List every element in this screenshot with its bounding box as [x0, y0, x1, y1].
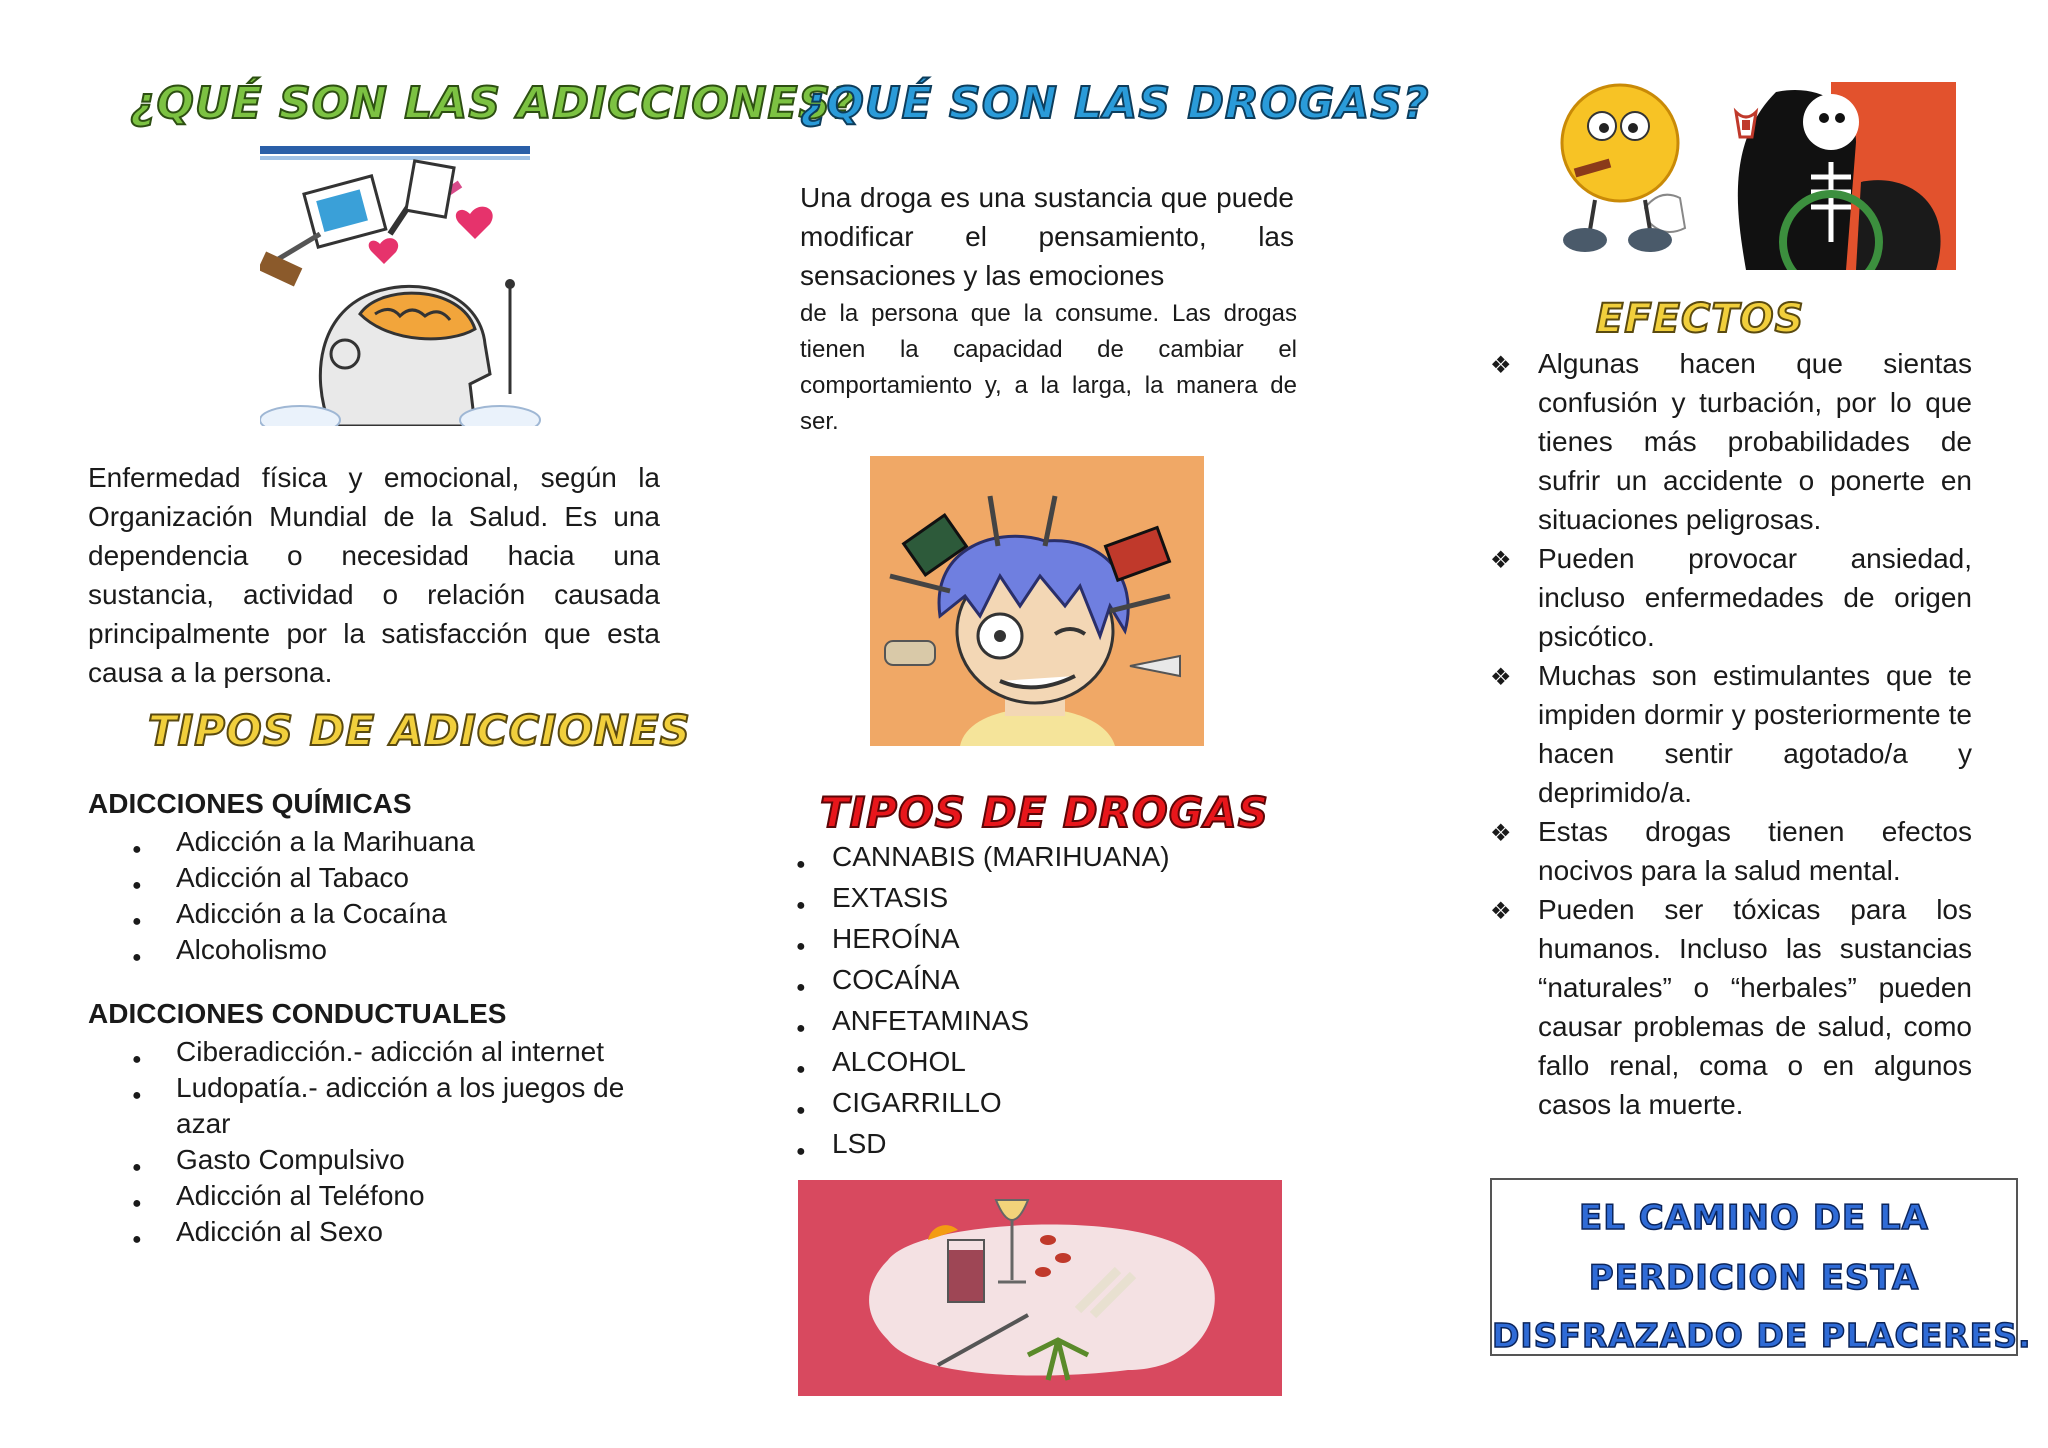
list-item: ● EXTASIS	[752, 877, 1252, 918]
chemical-addictions-list	[88, 824, 660, 968]
behavioral-addictions-list	[88, 1034, 668, 1250]
dizzy-character-illustration	[870, 456, 1204, 746]
list-item: ● Adicción a la Marihuana	[88, 824, 660, 860]
list-item: ● Alcoholismo	[88, 932, 660, 968]
list-item: ❖ Pueden provocar ansiedad, incluso enfermedades de origen psicótico.	[1490, 539, 1972, 656]
motto-line-3: DISFRAZADO DE PLACERES.	[1492, 1316, 2032, 1355]
list-item: ● Gasto Compulsivo	[88, 1142, 668, 1178]
list-item: ● HEROÍNA	[752, 918, 1252, 959]
list-item: ● Ciberadicción.- adicción al internet	[88, 1034, 668, 1070]
list-item: ● Ludopatía.- adicción a los juegos de azar	[88, 1070, 668, 1142]
drug-types-title: TIPOS DE DROGAS	[820, 788, 1269, 837]
effects-list	[1490, 344, 1972, 1124]
drug-types-list	[752, 836, 1252, 1164]
drugs-definition-part1: Una droga es una sustancia que puede modificar el pensamiento, las sensaciones y las emociones	[800, 182, 1294, 291]
list-item: ❖ Pueden ser tóxicas para los humanos. Incluso las sustancias “naturales” o “herbales” pueden causar problemas de salud, como fallo renal, coma o en algunos casos la muerte.	[1490, 890, 1972, 1124]
chemical-addictions-heading: ADICCIONES QUÍMICAS	[88, 788, 412, 819]
motto-line-2: PERDICION ESTA	[1588, 1258, 1920, 1298]
list-item: ● LSD	[752, 1123, 1252, 1164]
list-item: ❖ Muchas son estimulantes que te impiden dormir y posteriormente te hacen sentir agotado/a y deprimido/a.	[1490, 656, 1972, 812]
skeleton-driver-illustration	[1706, 82, 1956, 270]
smoking-emoji-icon	[1550, 78, 1700, 260]
addicted-head-illustration	[260, 144, 550, 426]
list-item: ● Adicción al Teléfono	[88, 1178, 668, 1214]
drugs-on-table-illustration	[798, 1180, 1282, 1396]
drugs-definition-part2: de la persona que la consume. Las drogas tienen la capacidad de cambiar el comportamiento y, a la larga, la manera de ser.	[800, 300, 1297, 435]
list-item: ● Adicción al Sexo	[88, 1214, 668, 1250]
motto-line-1: EL CAMINO DE LA	[1579, 1198, 1929, 1238]
addictions-title: ¿QUÉ SON LAS ADICCIONES?	[130, 78, 858, 129]
list-item: ● CANNABIS (MARIHUANA)	[752, 836, 1252, 877]
list-item: ❖ Algunas hacen que sientas confusión y turbación, por lo que tienes más probabilidades de sufrir un accidente o ponerte en situaciones peligrosas.	[1490, 344, 1972, 539]
effects-title: EFECTOS	[1596, 296, 1805, 342]
list-item: ❖ Estas drogas tienen efectos nocivos para la salud mental.	[1490, 812, 1972, 890]
motto-box	[1490, 1178, 2032, 1356]
list-item: ● COCAÍNA	[752, 959, 1252, 1000]
list-item: ● ANFETAMINAS	[752, 1000, 1252, 1041]
addictions-definition: Enfermedad física y emocional, según la Organización Mundial de la Salud. Es una dependencia o necesidad hacia una sustancia, actividad o relación causada principalmente por la satisfacción que esta causa a la persona.	[88, 462, 660, 688]
list-item: ● Adicción a la Cocaína	[88, 896, 660, 932]
list-item: ● Adicción al Tabaco	[88, 860, 660, 896]
behavioral-addictions-heading: ADICCIONES CONDUCTUALES	[88, 998, 507, 1029]
addiction-types-title: TIPOS DE ADICCIONES	[148, 706, 691, 755]
list-item: ● ALCOHOL	[752, 1041, 1252, 1082]
drugs-title: ¿QUÉ SON LAS DROGAS?	[800, 78, 1430, 129]
list-item: ● CIGARRILLO	[752, 1082, 1252, 1123]
